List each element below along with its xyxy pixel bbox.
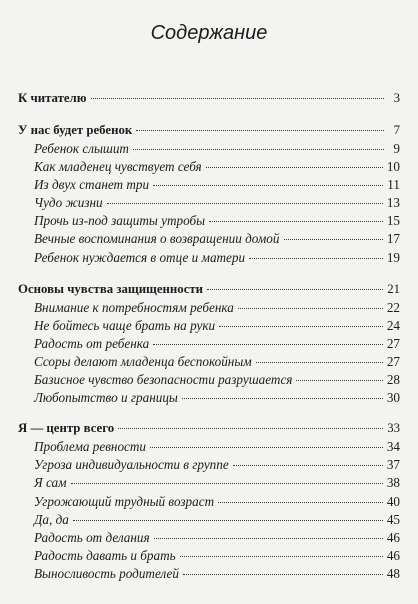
subsection-title: Как младенец чувствует себя [34, 159, 202, 175]
page-number: 46 [386, 547, 400, 563]
subsection-title: Угроза индивидуальности в группе [34, 457, 229, 473]
subsection-title: Прочь из-под защиты утробы [34, 213, 206, 229]
page-number: 22 [386, 299, 400, 315]
subsection-title: Радость от ребенка [34, 335, 150, 351]
chapter-title: Основы чувства защищенности [18, 281, 204, 296]
dot-leader [150, 446, 383, 448]
toc-subsection-entry[interactable] [18, 438, 400, 456]
page-number: 7 [393, 123, 400, 137]
page-number: 17 [386, 231, 400, 247]
page-number: 21 [387, 281, 400, 296]
page-number: 19 [386, 249, 400, 265]
chapter-title: У нас будет ребенок [18, 123, 133, 137]
subsection-title: Угрожающий трудный возраст [34, 493, 215, 509]
page-number: 13 [386, 195, 400, 211]
dot-leader [133, 148, 384, 150]
dot-leader [284, 238, 383, 240]
page-number: 34 [386, 439, 400, 455]
toc-subsection-entry[interactable] [18, 456, 400, 474]
subsection-title: Да, да [34, 511, 69, 527]
toc-chapter-entry[interactable] [18, 88, 400, 108]
page-number: 30 [386, 390, 400, 406]
subsection-title: Я сам [34, 475, 67, 491]
dot-leader [218, 501, 383, 503]
dot-leader [296, 379, 382, 381]
toc-subsection-entry[interactable] [18, 335, 400, 353]
toc-subsection-entry[interactable] [18, 194, 400, 212]
page-number: 37 [386, 457, 400, 473]
toc-subsection-entry[interactable] [18, 493, 400, 511]
dot-leader [91, 97, 384, 99]
subsection-title: Базисное чувство безопасности разрушается [34, 372, 293, 388]
toc-subsection-entry[interactable] [18, 176, 400, 194]
dot-leader [107, 202, 383, 204]
toc-chapter-entry[interactable] [18, 120, 400, 140]
dot-leader [136, 129, 384, 131]
dot-leader [180, 555, 383, 557]
toc-section [18, 418, 400, 583]
dot-leader [206, 166, 383, 168]
toc-chapter-entry[interactable] [18, 418, 400, 438]
dot-leader [118, 427, 383, 429]
chapter-title: К читателю [18, 91, 87, 105]
subsection-title: Ссоры делают младенца беспокойным [34, 353, 252, 369]
toc-subsection-entry[interactable] [18, 371, 400, 389]
toc-subsection-entry[interactable] [18, 474, 400, 492]
dot-leader [238, 307, 383, 309]
table-of-contents [18, 88, 400, 595]
subsection-title: Не бойтесь чаще брать на руки [34, 317, 216, 333]
toc-subsection-entry[interactable] [18, 547, 400, 565]
dot-leader [219, 325, 383, 327]
page-number: 15 [386, 213, 400, 229]
page-number: 3 [393, 91, 400, 105]
toc-subsection-entry[interactable] [18, 353, 400, 371]
dot-leader [153, 343, 383, 345]
page-number: 33 [387, 421, 400, 436]
toc-subsection-entry[interactable] [18, 529, 400, 547]
toc-subsection-entry[interactable] [18, 511, 400, 529]
page-number: 45 [386, 511, 400, 527]
dot-leader [207, 288, 383, 290]
subsection-title: Ребенок нуждается в отце и матери [34, 249, 246, 265]
page-number: 11 [387, 177, 400, 193]
toc-subsection-entry[interactable] [18, 389, 400, 407]
dot-leader [182, 397, 383, 399]
subsection-title: Внимание к потребностям ребенка [34, 299, 234, 315]
subsection-title: Из двух станет три [34, 177, 150, 193]
toc-subsection-entry[interactable] [18, 140, 400, 158]
toc-section [18, 120, 400, 267]
dot-leader [233, 464, 383, 466]
subsection-title: Любопытство и границы [34, 390, 178, 406]
toc-subsection-entry[interactable] [18, 317, 400, 335]
subsection-title: Проблема ревности [34, 439, 147, 455]
page-number: 28 [386, 372, 400, 388]
page-number: 48 [386, 565, 400, 581]
subsection-title: Радость от делания [34, 529, 150, 545]
subsection-title: Выносливость родителей [34, 565, 179, 581]
subsection-title: Радость давать и брать [34, 547, 176, 563]
chapter-title: Я — центр всего [18, 421, 115, 436]
page-number: 24 [386, 317, 400, 333]
toc-subsection-entry[interactable] [18, 565, 400, 583]
toc-section [18, 279, 400, 408]
toc-subsection-entry[interactable] [18, 158, 400, 176]
toc-subsection-entry[interactable] [18, 212, 400, 230]
page-number: 46 [386, 529, 400, 545]
dot-leader [73, 519, 383, 521]
page-number: 40 [386, 493, 400, 509]
dot-leader [256, 361, 383, 363]
dot-leader [209, 220, 383, 222]
dot-leader [249, 257, 383, 259]
page-title: Содержание [150, 22, 268, 44]
toc-chapter-entry[interactable] [18, 279, 400, 299]
page-number: 27 [386, 335, 400, 351]
subsection-title: Ребенок слышит [34, 141, 129, 156]
dot-leader [154, 537, 383, 539]
subsection-title: Чудо жизни [34, 195, 103, 211]
page-number: 38 [386, 475, 400, 491]
dot-leader [183, 573, 383, 575]
page-number: 10 [386, 159, 400, 175]
subsection-title: Вечные воспоминания о возвращении домой [34, 231, 280, 247]
toc-subsection-entry[interactable] [18, 230, 400, 248]
dot-leader [71, 482, 383, 484]
page-number: 9 [393, 141, 400, 156]
toc-section [18, 88, 400, 108]
toc-subsection-entry[interactable] [18, 299, 400, 317]
dot-leader [153, 184, 383, 186]
page-number: 27 [386, 353, 400, 369]
toc-subsection-entry[interactable] [18, 249, 400, 267]
